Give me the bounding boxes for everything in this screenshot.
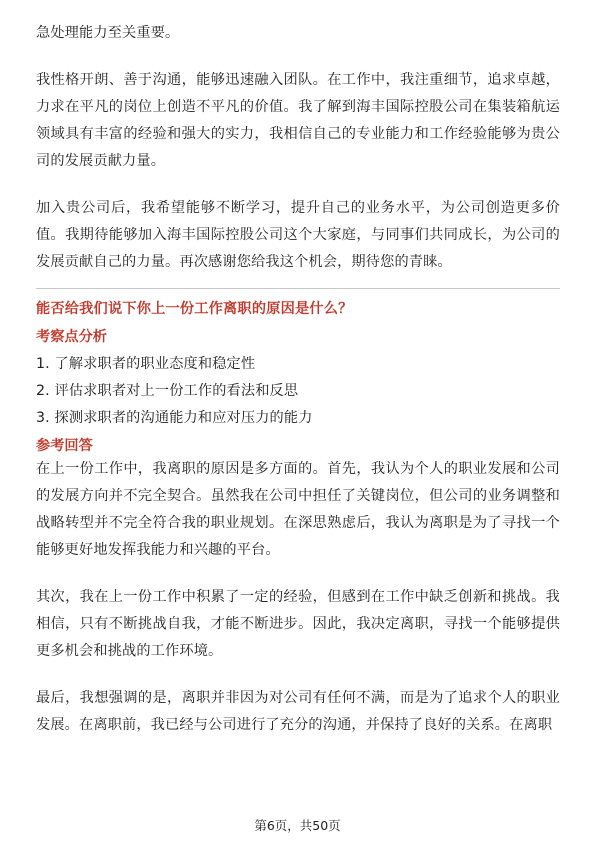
answer-paragraph: 其次，我在上一份工作中积累了一定的经验，但感到在工作中缺乏创新和挑战。我相信，只有不断挑战自我，才能不断进步。因此，我决定离职，寻找一个能够提供更多机会和挑战的工作环境。: [36, 589, 560, 659]
analysis-list: [36, 351, 560, 432]
page-content: [36, 0, 560, 739]
analysis-heading: 考察点分析: [36, 329, 107, 345]
intro-paragraph: 我性格开朗、善于沟通，能够迅速融入团队。在工作中，我注重细节，追求卓越，力求在平凡的岗位上创造不平凡的价值。我了解到海丰国际控股公司在集装箱航运领域具有丰富的经验和强大的实力，我相信自己的专业能力和工作经验能够为贵公司的发展贡献力量。: [36, 72, 560, 169]
analysis-point: 3. 探测求职者的沟通能力和应对压力的能力: [36, 410, 313, 426]
section-divider: [36, 288, 560, 289]
answer-paragraph: 在上一份工作中，我离职的原因是多方面的。首先，我认为个人的职业发展和公司的发展方向并不完全契合。虽然我在公司中担任了关键岗位，但公司的业务调整和战略转型并不完全符合我的职业规划。在深思熟虑后，我认为离职是为了寻找一个能够更好地发挥我能力和兴趣的平台。: [36, 461, 560, 558]
analysis-point: 2. 评估求职者对上一份工作的看法和反思: [36, 383, 299, 399]
answer-heading: 参考回答: [36, 438, 93, 454]
intro-tail: 急处理能力至关重要。: [36, 25, 180, 41]
analysis-point: 1. 了解求职者的职业态度和稳定性: [36, 356, 256, 372]
intro-paragraph: 加入贵公司后，我希望能够不断学习，提升自己的业务水平，为公司创造更多价值。我期待能够加入海丰国际控股公司这个大家庭，与同事们共同成长，为公司的发展贡献自己的力量。再次感谢您给我这个机会，期待您的青睐。: [36, 200, 560, 270]
interview-question: 能否给我们说下你上一份工作离职的原因是什么？: [36, 301, 353, 317]
page-number: 第6页，共50页: [254, 818, 341, 833]
answer-paragraph: 最后，我想强调的是，离职并非因为对公司有任何不满，而是为了追求个人的职业发展。在离职前，我已经与公司进行了充分的沟通，并保持了良好的关系。在离职: [36, 690, 560, 733]
